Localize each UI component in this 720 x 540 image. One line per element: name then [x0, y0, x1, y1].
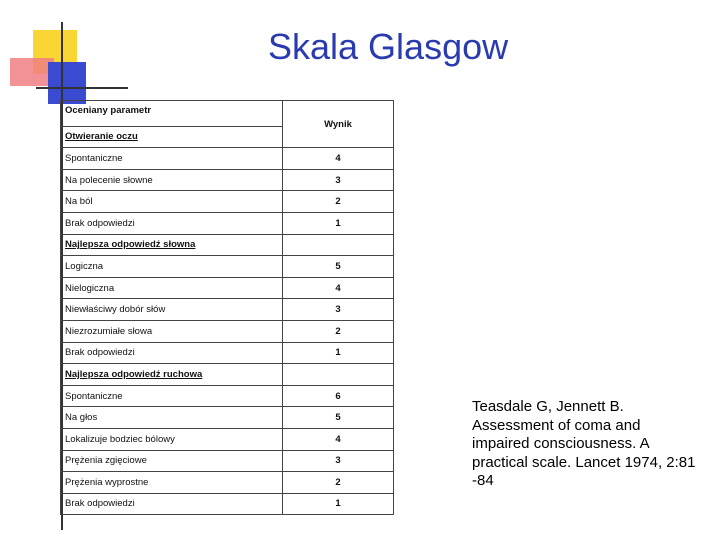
- row-score: 4: [283, 277, 394, 299]
- section-eyes-label: Otwieranie oczu: [61, 126, 283, 148]
- row-score: 4: [283, 148, 394, 170]
- row-score: 2: [283, 320, 394, 342]
- row-label: Spontaniczne: [61, 148, 283, 170]
- citation-line: -84: [472, 472, 494, 489]
- table-row: [61, 407, 394, 429]
- row-label: Brak odpowiedzi: [61, 493, 283, 515]
- table-row: [61, 450, 394, 472]
- citation-line: Teasdale G, Jennett B.: [472, 398, 624, 415]
- section-row: [61, 364, 394, 386]
- row-score: 3: [283, 299, 394, 321]
- row-score: 1: [283, 212, 394, 234]
- header-result-cell: Wynik: [283, 101, 394, 148]
- header-param-cell: Oceniany parametr: [61, 101, 283, 127]
- row-label: Brak odpowiedzi: [61, 212, 283, 234]
- table-row: [61, 342, 394, 364]
- row-label: Na ból: [61, 191, 283, 213]
- row-score: 3: [283, 450, 394, 472]
- decorative-horizontal-line: [36, 87, 128, 89]
- table-row: [61, 472, 394, 494]
- table-row: [61, 299, 394, 321]
- empty-score-cell: [283, 364, 394, 386]
- section-row: [61, 234, 394, 256]
- decorative-square-blue: [48, 62, 86, 104]
- glasgow-scale-table: [60, 100, 394, 515]
- section-motor-label: Najlepsza odpowiedź ruchowa: [61, 364, 283, 386]
- row-label: Prężenia wyprostne: [61, 472, 283, 494]
- table-row: [61, 148, 394, 170]
- row-label: Niezrozumiałe słowa: [61, 320, 283, 342]
- row-label: Na głos: [61, 407, 283, 429]
- row-label: Lokalizuje bodziec bólowy: [61, 428, 283, 450]
- row-label: Brak odpowiedzi: [61, 342, 283, 364]
- section-verbal-label: Najlepsza odpowiedź słowna: [61, 234, 283, 256]
- slide-title: Skala Glasgow: [268, 26, 509, 67]
- row-score: 2: [283, 191, 394, 213]
- table-row: [61, 256, 394, 278]
- table-row: [61, 428, 394, 450]
- citation-line: practical scale. Lancet 1974, 2:81: [472, 453, 696, 471]
- table-row: [61, 169, 394, 191]
- table-row: [61, 493, 394, 515]
- row-label: Na polecenie słowne: [61, 169, 283, 191]
- citation-line: impaired consciousness. A: [472, 435, 650, 452]
- table-row: [61, 277, 394, 299]
- table-header-row: [61, 101, 394, 127]
- row-score: 4: [283, 428, 394, 450]
- row-score: 5: [283, 407, 394, 429]
- row-label: Nielogiczna: [61, 277, 283, 299]
- empty-score-cell: [283, 234, 394, 256]
- row-label: Prężenia zgięciowe: [61, 450, 283, 472]
- table-row: [61, 191, 394, 213]
- citation-line: Assessment of coma and: [472, 416, 641, 434]
- table-row: [61, 212, 394, 234]
- citation-text: [472, 398, 720, 491]
- row-score: 1: [283, 342, 394, 364]
- row-label: Spontaniczne: [61, 385, 283, 407]
- row-label: Niewłaściwy dobór słów: [61, 299, 283, 321]
- row-score: 6: [283, 385, 394, 407]
- table-row: [61, 385, 394, 407]
- row-score: 5: [283, 256, 394, 278]
- row-score: 2: [283, 472, 394, 494]
- row-label: Logiczna: [61, 256, 283, 278]
- table-row: [61, 320, 394, 342]
- row-score: 3: [283, 169, 394, 191]
- row-score: 1: [283, 493, 394, 515]
